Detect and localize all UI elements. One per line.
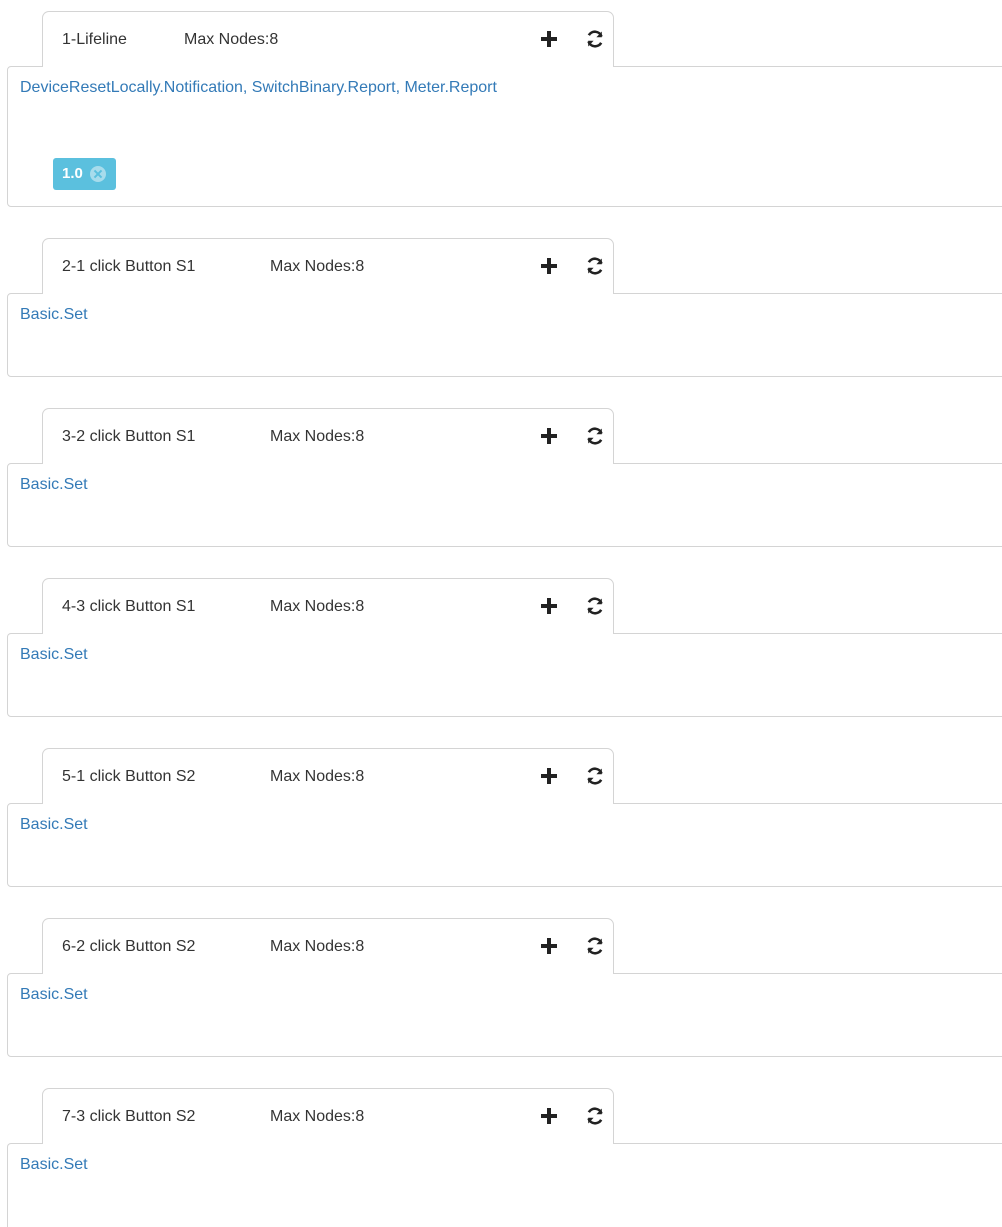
group-header-tab [42, 918, 614, 974]
refresh-button[interactable] [583, 594, 607, 618]
refresh-button[interactable] [583, 254, 607, 278]
plus-icon [537, 254, 561, 278]
max-nodes-label: Max Nodes:8 [270, 258, 365, 275]
group-body [7, 803, 1002, 887]
command-classes: Basic.Set [20, 646, 88, 663]
refresh-icon [583, 1104, 607, 1128]
refresh-button[interactable] [583, 27, 607, 51]
max-nodes-label: Max Nodes:8 [270, 598, 365, 615]
add-node-button[interactable] [537, 27, 561, 51]
group-body [7, 1143, 1002, 1227]
group-title: 7-3 click Button S2 [62, 1108, 196, 1125]
group-header-tab [42, 578, 614, 634]
plus-icon [537, 424, 561, 448]
plus-icon [537, 764, 561, 788]
group-title: 3-2 click Button S1 [62, 428, 196, 445]
add-node-button[interactable] [537, 1104, 561, 1128]
association-group [0, 918, 1002, 1058]
node-badge [53, 158, 116, 190]
group-body [7, 293, 1002, 377]
group-title: 6-2 click Button S2 [62, 938, 196, 955]
node-id: 1.0 [62, 165, 83, 182]
group-body [7, 973, 1002, 1057]
max-nodes-label: Max Nodes:8 [270, 1108, 365, 1125]
add-node-button[interactable] [537, 424, 561, 448]
refresh-button[interactable] [583, 934, 607, 958]
refresh-icon [583, 594, 607, 618]
command-classes: Basic.Set [20, 476, 88, 493]
group-header-tab [42, 408, 614, 464]
group-header-tab [42, 11, 614, 67]
refresh-icon [583, 254, 607, 278]
association-group [0, 1088, 1002, 1220]
command-classes: DeviceResetLocally.Notification, SwitchBinary.Report, Meter.Report [20, 79, 497, 96]
association-group [0, 238, 1002, 378]
group-header-tab [42, 748, 614, 804]
plus-icon [537, 934, 561, 958]
add-node-button[interactable] [537, 594, 561, 618]
max-nodes-label: Max Nodes:8 [270, 428, 365, 445]
refresh-icon [583, 764, 607, 788]
group-body [7, 633, 1002, 717]
refresh-icon [583, 424, 607, 448]
refresh-icon [583, 934, 607, 958]
remove-circle-icon[interactable] [90, 166, 106, 182]
group-title: 2-1 click Button S1 [62, 258, 196, 275]
association-group [0, 578, 1002, 718]
refresh-button[interactable] [583, 424, 607, 448]
max-nodes-label: Max Nodes:8 [184, 31, 279, 48]
add-node-button[interactable] [537, 764, 561, 788]
group-title: 4-3 click Button S1 [62, 598, 196, 615]
association-group [0, 408, 1002, 548]
group-header-tab [42, 1088, 614, 1144]
command-classes: Basic.Set [20, 306, 88, 323]
command-classes: Basic.Set [20, 1156, 88, 1173]
group-title: 1-Lifeline [62, 31, 127, 48]
refresh-button[interactable] [583, 1104, 607, 1128]
add-node-button[interactable] [537, 254, 561, 278]
plus-icon [537, 1104, 561, 1128]
command-classes: Basic.Set [20, 986, 88, 1003]
command-classes: Basic.Set [20, 816, 88, 833]
association-group [0, 748, 1002, 888]
group-body [7, 463, 1002, 547]
max-nodes-label: Max Nodes:8 [270, 938, 365, 955]
association-group [0, 11, 1002, 208]
plus-icon [537, 594, 561, 618]
group-header-tab [42, 238, 614, 294]
max-nodes-label: Max Nodes:8 [270, 768, 365, 785]
group-title: 5-1 click Button S2 [62, 768, 196, 785]
refresh-icon [583, 27, 607, 51]
add-node-button[interactable] [537, 934, 561, 958]
refresh-button[interactable] [583, 764, 607, 788]
plus-icon [537, 27, 561, 51]
group-body [7, 66, 1002, 207]
